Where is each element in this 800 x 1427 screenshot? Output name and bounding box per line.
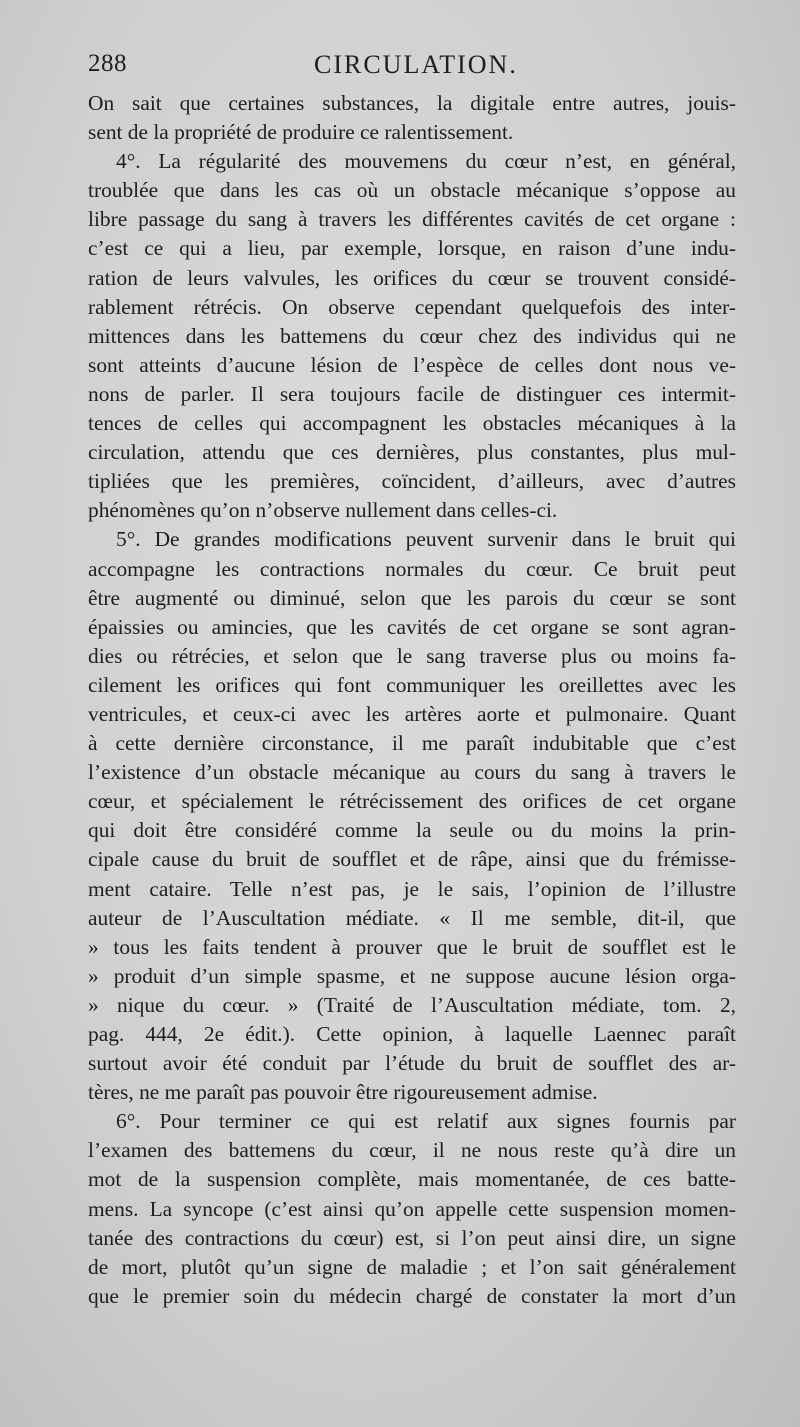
text-line: sent de la propriété de produire ce ralentissement. (88, 120, 514, 145)
text-line: rablement rétrécis. On observe cependant quelquefois des inter- (88, 294, 736, 319)
text-line: accompagne les contractions normales du cœur. Ce bruit peut (88, 556, 736, 581)
text-line: tanée des contractions du cœur) est, si l’on peut ainsi dire, un signe (88, 1225, 736, 1250)
page-number: 288 (88, 50, 127, 77)
text-line: » nique du cœur. » (Traité de l’Auscultation médiate, tom. 2, (88, 992, 736, 1017)
text-line: être augmenté ou diminué, selon que les parois du cœur se sont (88, 585, 736, 610)
text-line: 5°. De grandes modifications peuvent survenir dans le bruit qui (116, 527, 736, 552)
text-line: nons de parler. Il sera toujours facile de distinguer ces intermit- (88, 381, 736, 406)
text-line: pag. 444, 2e édit.). Cette opinion, à laquelle Laennec paraît (88, 1022, 736, 1046)
text-line: troublée que dans les cas où un obstacle mécanique s’oppose au (88, 178, 736, 203)
text-line: 4°. La régularité des mouvemens du cœur n’est, en général, (116, 149, 736, 174)
text-line: dies ou rétrécies, et selon que le sang traverse plus ou moins fa- (88, 643, 736, 668)
text-line: c’est ce qui a lieu, par exemple, lorsque, en raison d’une indu- (88, 236, 736, 261)
text-line: ration de leurs valvules, les orifices du cœur se trouvent considé- (88, 265, 736, 290)
text-line: sont atteints d’aucune lésion de l’espèce de celles dont nous ve- (88, 352, 736, 377)
text-line: tences de celles qui accompagnent les obstacles mécaniques à la (88, 411, 736, 436)
text-line: mens. La syncope (c’est ainsi qu’on appelle cette suspension momen- (88, 1196, 736, 1221)
text-line: phénomènes qu’on n’observe nullement dans celles-ci. (88, 498, 558, 523)
text-line: circulation, attendu que ces dernières, plus constantes, plus mul- (88, 440, 736, 465)
running-head: CIRCULATION. (314, 50, 518, 79)
text-line: On sait que certaines substances, la digitale entre autres, jouis- (88, 91, 736, 115)
text-line: qui doit être considéré comme la seule ou du moins la prin- (88, 818, 736, 843)
text-line: auteur de l’Auscultation médiate. « Il me semble, dit-il, que (88, 905, 736, 930)
text-line: 6°. Pour terminer ce qui est relatif aux signes fournis par (116, 1109, 736, 1134)
text-line: » produit d’un simple spasme, et ne suppose aucune lésion orga- (88, 963, 736, 988)
text-line: l’examen des battemens du cœur, il ne nous reste qu’à dire un (88, 1138, 736, 1163)
text-line: épaissies ou amincies, que les cavités de cet organe se sont agran- (88, 614, 736, 639)
text-line: ventricules, et ceux-ci avec les artères aorte et pulmonaire. Quant (88, 701, 736, 726)
page-header (88, 50, 738, 84)
text-line: tipliées que les premières, coïncident, d’ailleurs, avec d’autres (88, 469, 736, 494)
text-line: cœur, et spécialement le rétrécissement des orifices de cet organe (88, 789, 736, 814)
text-line: » tous les faits tendent à prouver que le bruit de soufflet est le (88, 934, 736, 959)
text-line: à cette dernière circonstance, il me paraît indubitable que c’est (88, 731, 736, 756)
text-line: libre passage du sang à travers les différentes cavités de cet organe : (88, 207, 736, 232)
text-line: ment cataire. Telle n’est pas, je le sais, l’opinion de l’illustre (88, 876, 736, 901)
text-line: mot de la suspension complète, mais momentanée, de ces batte- (88, 1167, 736, 1192)
text-line: cipale cause du bruit de soufflet et de râpe, ainsi que du frémisse- (88, 847, 736, 872)
body-text (88, 89, 736, 1311)
text-line: l’existence d’un obstacle mécanique au cours du sang à travers le (88, 760, 736, 785)
text-line: surtout avoir été conduit par l’étude du bruit de soufflet des ar- (88, 1051, 736, 1076)
text-line: de mort, plutôt qu’un signe de maladie ; et l’on sait généralement (88, 1254, 736, 1279)
text-line: mittences dans les battemens du cœur chez des individus qui ne (88, 323, 736, 348)
text-line: que le premier soin du médecin chargé de constater la mort d’un (88, 1283, 736, 1308)
text-line: tères, ne me paraît pas pouvoir être rigoureusement admise. (88, 1080, 598, 1105)
text-line: cilement les orifices qui font communiquer les oreillettes avec les (88, 672, 736, 697)
